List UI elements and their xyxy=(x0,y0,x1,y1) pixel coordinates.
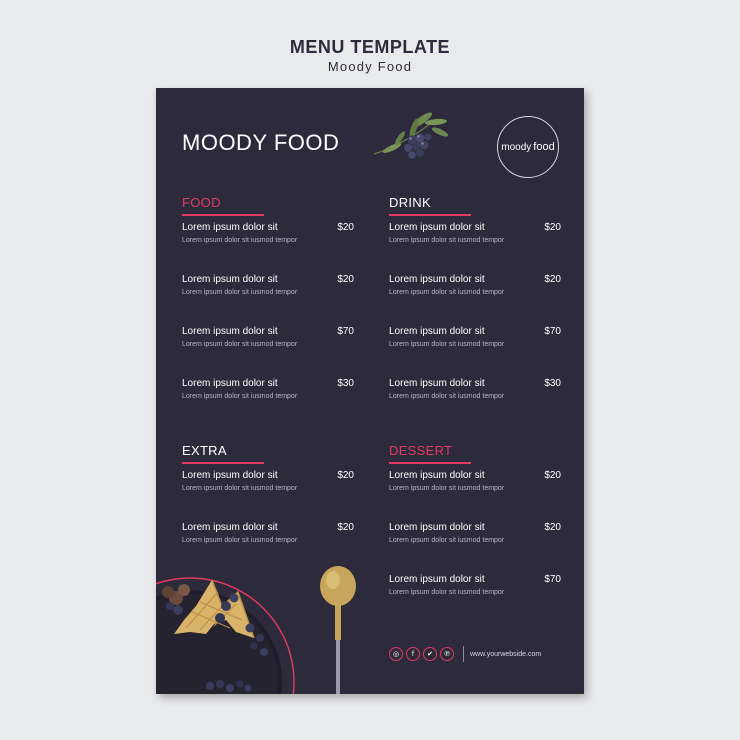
page-title: MENU TEMPLATE xyxy=(289,37,451,57)
moody-food-logo xyxy=(497,116,559,178)
menu-item xyxy=(182,221,354,273)
item-description: Lorem ipsum dolor sit iusmod tempor xyxy=(389,393,505,400)
item-price: $20 xyxy=(337,274,354,285)
item-description: Lorem ipsum dolor sit iusmod tempor xyxy=(182,393,298,400)
extra-section xyxy=(182,442,354,573)
item-name: Lorem ipsum dolor sit xyxy=(182,222,278,233)
page-subtitle: Moody Food xyxy=(327,59,413,74)
menu-item xyxy=(389,377,561,429)
item-price: $20 xyxy=(544,222,561,233)
berries-illustration-icon xyxy=(370,108,454,168)
menu-item xyxy=(182,377,354,429)
brand-title-first: MOODY xyxy=(182,130,268,155)
item-name: Lorem ipsum dolor sit xyxy=(389,378,485,389)
brand-title xyxy=(182,130,339,156)
item-price: $20 xyxy=(337,522,354,533)
item-description: Lorem ipsum dolor sit iusmod tempor xyxy=(389,341,505,348)
menu-item xyxy=(389,573,561,625)
item-name: Lorem ipsum dolor sit xyxy=(182,470,278,481)
section-underline xyxy=(389,462,471,464)
item-price: $20 xyxy=(337,470,354,481)
food-section-title: FOOD xyxy=(182,195,221,210)
section-underline xyxy=(182,462,264,464)
footer xyxy=(389,646,541,662)
item-description: Lorem ipsum dolor sit iusmod tempor xyxy=(182,485,298,492)
item-description: Lorem ipsum dolor sit iusmod tempor xyxy=(389,537,505,544)
item-price: $20 xyxy=(544,470,561,481)
item-name: Lorem ipsum dolor sit xyxy=(389,326,485,337)
item-description: Lorem ipsum dolor sit iusmod tempor xyxy=(182,537,298,544)
menu-item xyxy=(182,273,354,325)
drink-section-title: DRINK xyxy=(389,195,431,210)
facebook-icon[interactable]: f xyxy=(406,647,420,661)
item-name: Lorem ipsum dolor sit xyxy=(182,274,278,285)
menu-card xyxy=(156,88,584,694)
item-description: Lorem ipsum dolor sit iusmod tempor xyxy=(182,289,298,296)
item-price: $70 xyxy=(544,574,561,585)
dessert-section-title: DESSERT xyxy=(389,443,453,458)
section-underline xyxy=(182,214,264,216)
item-description: Lorem ipsum dolor sit iusmod tempor xyxy=(182,341,298,348)
menu-item xyxy=(389,273,561,325)
brand-title-second: FOOD xyxy=(273,130,340,155)
item-name: Lorem ipsum dolor sit xyxy=(389,222,485,233)
item-description: Lorem ipsum dolor sit iusmod tempor xyxy=(389,589,505,596)
pinterest-icon[interactable]: ℗ xyxy=(440,647,454,661)
item-price: $70 xyxy=(544,326,561,337)
item-price: $20 xyxy=(544,274,561,285)
section-underline xyxy=(389,214,471,216)
item-price: $20 xyxy=(337,222,354,233)
item-name: Lorem ipsum dolor sit xyxy=(182,522,278,533)
item-name: Lorem ipsum dolor sit xyxy=(389,274,485,285)
item-price: $70 xyxy=(337,326,354,337)
menu-item xyxy=(389,469,561,521)
item-price: $30 xyxy=(544,378,561,389)
footer-divider xyxy=(463,646,464,662)
food-section xyxy=(182,194,354,429)
menu-item xyxy=(182,325,354,377)
menu-item xyxy=(182,469,354,521)
menu-item xyxy=(389,221,561,273)
menu-item xyxy=(389,521,561,573)
page-header xyxy=(0,36,740,74)
menu-item xyxy=(389,325,561,377)
instagram-icon[interactable]: ◎ xyxy=(389,647,403,661)
website-link[interactable]: www.yourwebside.com xyxy=(470,650,542,658)
twitter-icon[interactable]: ✔ xyxy=(423,647,437,661)
item-name: Lorem ipsum dolor sit xyxy=(389,522,485,533)
extra-section-title: EXTRA xyxy=(182,443,227,458)
logo-word-light: moody xyxy=(501,141,532,153)
waffle-plate-image-icon xyxy=(156,562,296,694)
item-name: Lorem ipsum dolor sit xyxy=(182,378,278,389)
item-price: $30 xyxy=(337,378,354,389)
item-description: Lorem ipsum dolor sit iusmod tempor xyxy=(389,237,505,244)
item-name: Lorem ipsum dolor sit xyxy=(389,574,485,585)
item-price: $20 xyxy=(544,522,561,533)
item-description: Lorem ipsum dolor sit iusmod tempor xyxy=(389,485,505,492)
item-name: Lorem ipsum dolor sit xyxy=(182,326,278,337)
item-description: Lorem ipsum dolor sit iusmod tempor xyxy=(182,237,298,244)
logo-word-bold: food xyxy=(533,141,555,153)
drink-section xyxy=(389,194,561,429)
item-name: Lorem ipsum dolor sit xyxy=(389,470,485,481)
item-description: Lorem ipsum dolor sit iusmod tempor xyxy=(389,289,505,296)
social-links xyxy=(389,647,454,661)
dessert-section xyxy=(389,442,561,625)
golden-spoon-image-icon xyxy=(316,566,360,694)
